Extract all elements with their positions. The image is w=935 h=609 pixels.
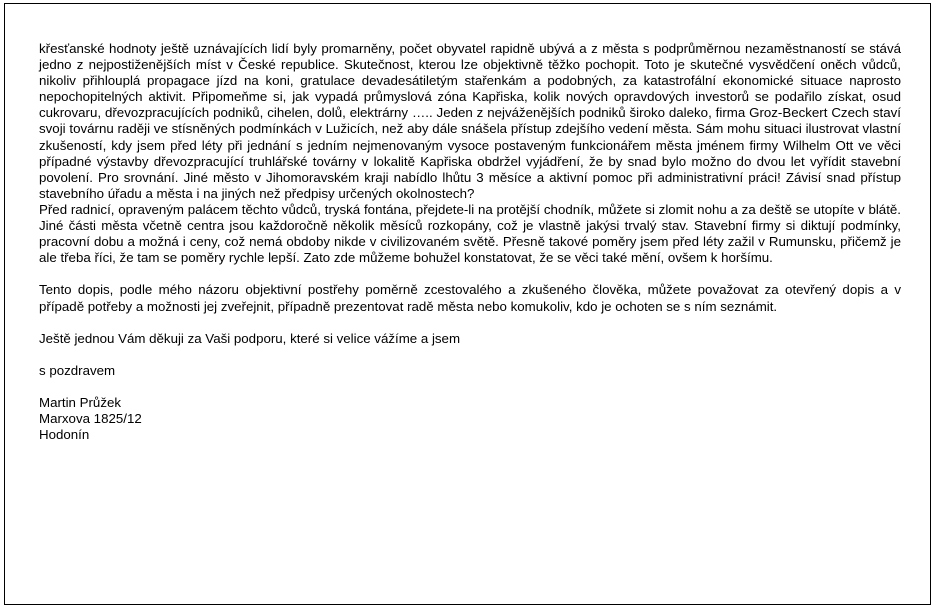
paragraph-spacer: [39, 379, 901, 395]
paragraph-spacer: [39, 315, 901, 331]
document-frame: [4, 3, 931, 605]
signature-street: Marxova 1825/12: [39, 411, 142, 427]
paragraph-spacer: [39, 347, 901, 363]
signature-city: Hodonín: [39, 427, 90, 443]
paragraph-3: Tento dopis, podle mého názoru objektivní postřehy poměrně zcestovalého a zkušeného člověka, můžete považovat za otevřený dopis a v případě potřeby a možnosti jej zveřejnit, případně prezentovat radě města nebo komukoliv, kdo je ochoten se s ním seznámit.: [39, 282, 901, 314]
paragraph-spacer: [39, 266, 901, 282]
paragraph-2: Před radnicí, opraveným palácem těchto vůdců, tryská fontána, přejdete-li na protější chodník, můžete si zlomit nohu a za deště se utopíte v blátě. Jiné části města včetně centra jsou každoročně několik měsíců rozkopány, což je vlastně jakýsi trvalý stav. Stavební firmy si diktují podmínky, pracovní dobu a možná i ceny, což nemá obdoby nikde v civilizovaném světě. Přesně takové poměry jsem před léty zažil v Rumunsku, přičemž je ale třeba říci, že tam se poměry rychle lepší. Zato zde můžeme bohužel konstatovat, že se věci také mění, ovšem k horšímu.: [39, 201, 901, 266]
letter-body: [39, 41, 901, 443]
signature-name: Martin Průžek: [39, 395, 122, 411]
thanks-line: Ještě jednou Vám děkuji za Vaši podporu, které si velice vážíme a jsem: [39, 330, 461, 346]
paragraph-1: křesťanské hodnoty ještě uznávajících lidí byly promarněny, počet obyvatel rapidně ubývá a z města s podprůměrnou nezaměstnaností se stává jedno z nejpostiženějších míst v České republice. Skutečnost, kterou lze objektivně těžko pochopit. Toto je skutečné vysvědčení oněch vůdců, nikoliv přihlouplá propagace jízd na koni, gratulace devadesátiletým stařenkám a podobných, za katastrofální ekonomické situace naprosto nepochopitelných aktivit. Připomeňme si, jak vypadá průmyslová zóna Kapřiska, kolik nových opravdových investorů se podařilo získat, osud cukrovaru, dřevozpracujících podniků, cihelen, dolů, elektrárny ….. Jeden z nejváženějších podniků široko daleko, firma Groz-Beckert Czech staví svoji továrnu raději ve stísněných podmínkách v Lužicích, než aby dále snášela přístup zdejšího vedení města. Sám mohu situaci ilustrovat vlastní zkušeností, kdy jsem před léty při jednání s jedním nejmenovaným vysoce postaveným funkcionářem města jménem firmy Wilhelm Ott ve věci případné výstavby dřevozpracující truhlářské továrny v lokalitě Kapřiska obdržel vyjádření, že by snad bylo možno do dvou let vyřídit stavební povolení. Pro srovnání. Jiné město v Jihomoravském kraji nabídlo lhůtu 3 měsíce a aktivní pomoc při administrativní práci! Závisí snad přístup stavebního úřadu a města i na jiných než předpisy určených okolnostech?: [39, 41, 901, 201]
closing-line: s pozdravem: [39, 362, 116, 378]
